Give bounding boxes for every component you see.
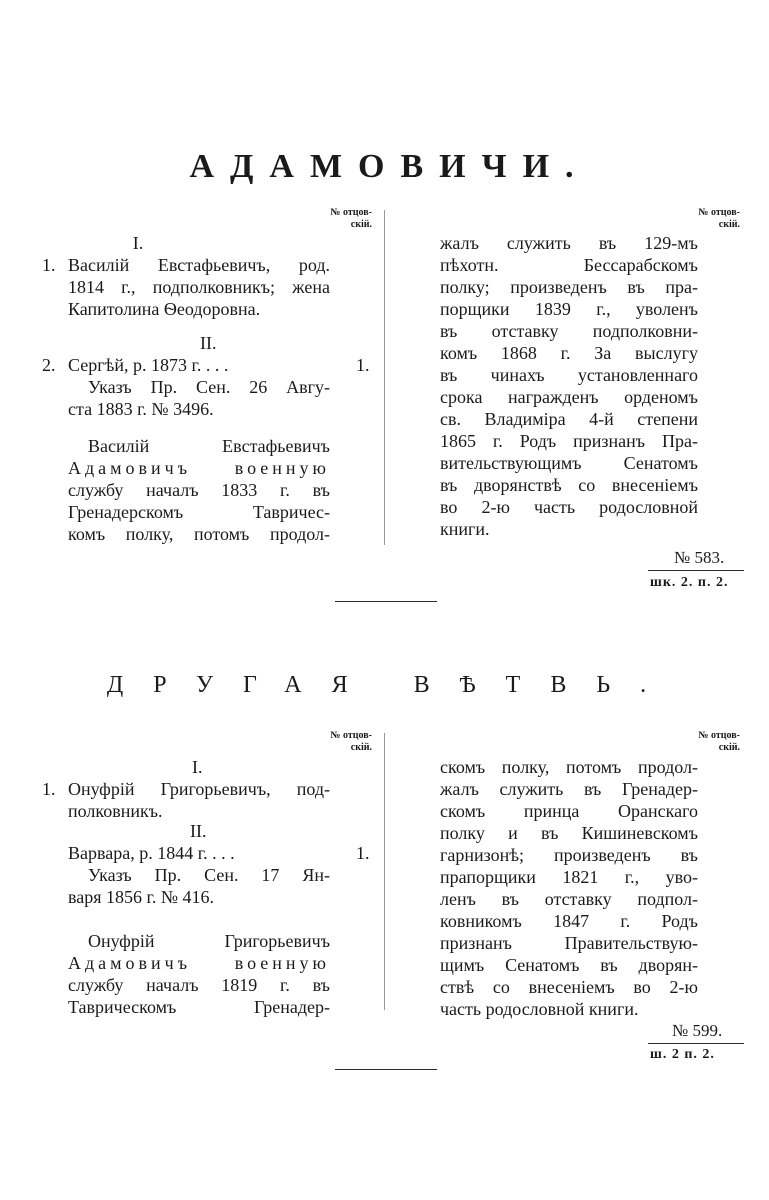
bio-line: ствѣ со внесеніемъ во 2-ю [440, 977, 698, 997]
bio-line: щимъ Сенатомъ въ дворян- [440, 955, 698, 975]
bio-line: Таврическомъ Гренадер- [68, 997, 330, 1017]
bio-line: комъ полку, потомъ продол- [68, 524, 330, 544]
bio-line: службу началъ 1819 г. въ [68, 975, 330, 995]
section-title: ДРУГАЯ ВѢТВЬ. [106, 672, 677, 698]
bio-line: пѣхотн. Бессарабскомъ [440, 255, 698, 275]
left-column-1 [68, 232, 338, 254]
person-1-line: Онуфрій Григорьевичъ, под- [68, 779, 330, 799]
page-title: АДАМОВИЧИ. [189, 148, 590, 185]
father-number-header-left: № отцов- скій. [330, 730, 372, 753]
record-number: № 583. [674, 548, 725, 567]
archive-reference: шк. 2. п. 2. [650, 575, 729, 590]
father-number-header-right: № отцов- скій. [698, 207, 740, 230]
person-2-decree: варя 1856 г. № 416. [68, 887, 215, 907]
archive-reference: ш. 2 п. 2. [650, 1047, 715, 1062]
person-2-father-number: 1. [356, 355, 370, 375]
section-divider [335, 601, 437, 602]
bio-line: въ отставку подполковни- [440, 321, 698, 341]
section-divider [335, 1069, 437, 1070]
bio-line: св. Владиміра 4-й степени [440, 409, 698, 429]
father-number-header-left: № отцов- скій. [330, 207, 372, 230]
person-1-entry [68, 254, 330, 320]
person-2-decree: ста 1883 г. № 3496. [68, 399, 214, 419]
column-divider [384, 210, 385, 545]
bio-line: въ чинахъ установленнаго [440, 365, 698, 385]
column-divider [384, 733, 385, 1010]
bio-line: ковникомъ 1847 г. Родъ [440, 911, 698, 931]
bio-line: во 2-ю часть родословной [440, 497, 698, 517]
record-rule [648, 1043, 744, 1044]
person-2-decree: Указъ Пр. Сен. 26 Авгу- [88, 377, 330, 397]
bio-line: полку; произведенъ въ пра- [440, 277, 698, 297]
biography-left [68, 435, 330, 545]
person-2-entry [68, 842, 330, 908]
bio-line: срока награжденъ орденомъ [440, 387, 698, 407]
bio-line: часть родословной книги. [440, 999, 639, 1019]
person-1-number: 1. [42, 779, 56, 799]
bio-line: признанъ Правительствую- [440, 933, 698, 953]
person-2-name: Варвара, р. 1844 г. . . . [68, 843, 235, 863]
bio-line: Адамовичъ военную [68, 458, 330, 478]
generation-2-heading: II. [190, 821, 207, 841]
bio-line: прапорщики 1821 г., уво- [440, 867, 698, 887]
bio-line: жалъ служить въ Гренадер- [440, 779, 698, 799]
bio-line: Гренадерскомъ Тавричес- [68, 502, 330, 522]
person-1-number: 1. [42, 255, 56, 275]
bio-line: комъ 1868 г. За выслугу [440, 343, 698, 363]
bio-line: скомъ полку, потомъ продол- [440, 757, 698, 777]
biography-right [440, 756, 698, 1020]
bio-line: въ дворянствѣ со внесеніемъ [440, 475, 698, 495]
record-number: № 599. [672, 1021, 723, 1040]
biography-left [68, 930, 330, 1018]
generation-1-heading: I. [192, 757, 203, 777]
generation-2-heading: II. [200, 333, 217, 353]
person-1-entry [68, 778, 330, 822]
bio-line: гарнизонѣ; произведенъ въ [440, 845, 698, 865]
father-number-header-right: № отцов- скій. [698, 730, 740, 753]
person-1-line: 1814 г., подполковникъ; жена [68, 277, 330, 297]
person-2-number: 2. [42, 355, 56, 375]
person-2-father-number: 1. [356, 843, 370, 863]
bio-line: порщики 1839 г., уволенъ [440, 299, 698, 319]
person-2-entry [68, 354, 330, 420]
person-1-line: полковникъ. [68, 801, 163, 821]
record-rule [648, 570, 744, 571]
bio-line: полку и въ Кишиневскомъ [440, 823, 698, 843]
biography-right [440, 232, 698, 540]
person-1-line: Василій Евстафьевичъ, род. [68, 255, 330, 275]
bio-line: скомъ принца Оранскаго [440, 801, 698, 821]
bio-line: Онуфрій Григорьевичъ [88, 931, 330, 951]
bio-line: 1865 г. Родъ признанъ Пра- [440, 431, 698, 451]
generation-1-heading: I. [132, 233, 144, 253]
bio-line: книги. [440, 519, 490, 539]
bio-line: службу началъ 1833 г. въ [68, 480, 330, 500]
bio-line: жалъ служить въ 129-мъ [440, 233, 698, 253]
person-2-decree: Указъ Пр. Сен. 17 Ян- [88, 865, 330, 885]
person-2-name: Сергѣй, р. 1873 г. . . . [68, 355, 229, 375]
bio-line: вительствующимъ Сенатомъ [440, 453, 698, 473]
bio-line: Адамовичъ военную [68, 953, 330, 973]
bio-line: Василій Евстафьевичъ [88, 436, 330, 456]
bio-line: ленъ въ отставку подпол- [440, 889, 698, 909]
person-1-line: Капитолина Ѳеодоровна. [68, 299, 261, 319]
